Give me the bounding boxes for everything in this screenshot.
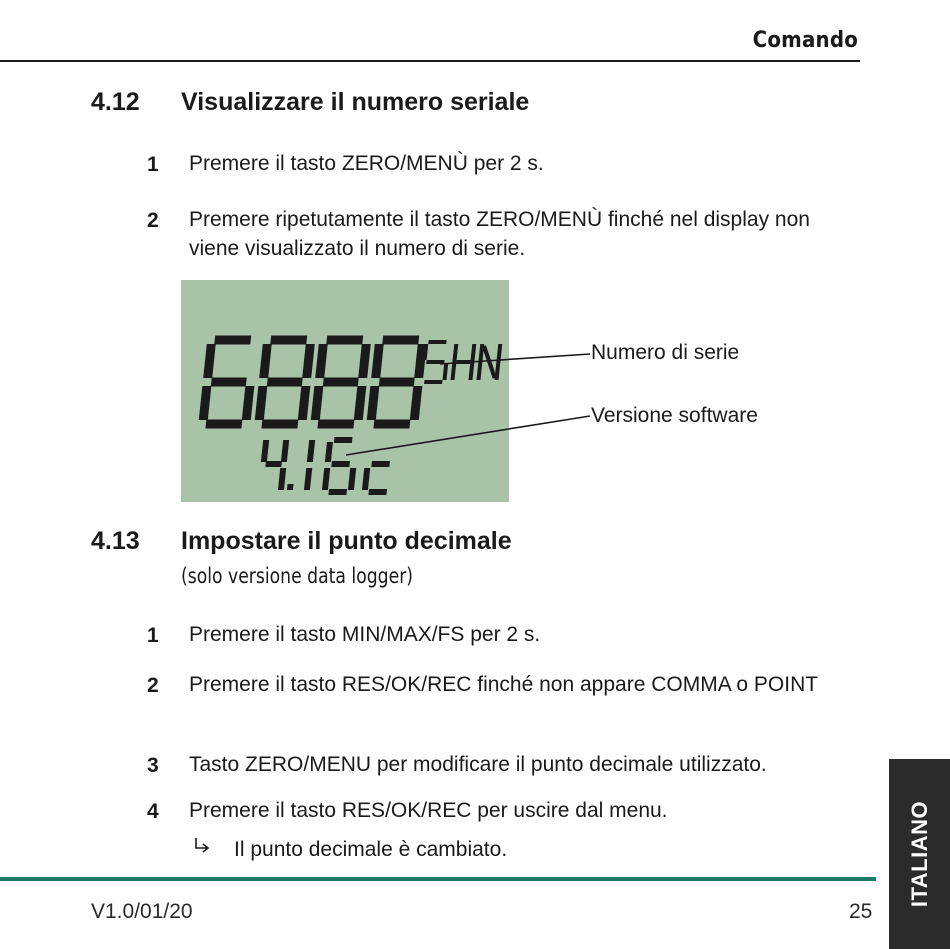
- document-version: V1.0/01/20: [91, 900, 193, 923]
- step-text: Premere ripetutamente il tasto ZERO/MENÙ finché nel display non viene visualizzato il numero di serie.: [189, 208, 810, 260]
- page-header-title: Comando: [752, 28, 858, 53]
- callout-leaders: [300, 340, 600, 470]
- step-text: Tasto ZERO/MENU per modificare il punto decimale utilizzato.: [189, 753, 767, 776]
- serial-leader-line: [440, 354, 590, 364]
- section-number-4-13: 4.13: [91, 527, 140, 555]
- language-tab-label: ITALIANO: [906, 800, 932, 908]
- footer-divider: [0, 877, 876, 881]
- language-tab: [889, 759, 950, 949]
- step-text: Premere il tasto RES/OK/REC per uscire dal menu.: [189, 799, 668, 822]
- step-text: Premere il tasto MIN/MAX/FS per 2 s.: [189, 623, 541, 646]
- header-divider: [0, 60, 860, 62]
- section-subtitle-4-13: (solo versione data logger): [181, 564, 413, 588]
- result-arrow-icon: [192, 836, 212, 858]
- step-text: Premere il tasto ZERO/MENÙ per 2 s.: [189, 152, 544, 175]
- step-text: Premere il tasto RES/OK/REC finché non appare COMMA o POINT: [189, 673, 819, 696]
- step-number: 2: [147, 209, 159, 232]
- step-number: 3: [147, 754, 159, 777]
- section-title-4-13: Impostare il punto decimale: [181, 527, 512, 555]
- step-number: 1: [147, 624, 159, 647]
- callout-software-version: Versione software: [591, 404, 758, 427]
- section-number-4-12: 4.12: [91, 88, 140, 116]
- step-number: 2: [147, 674, 159, 697]
- page-number: 25: [849, 900, 873, 923]
- software-leader-line: [346, 416, 590, 455]
- result-text: Il punto decimale è cambiato.: [234, 838, 508, 861]
- step-number: 4: [147, 800, 159, 823]
- step-number: 1: [147, 153, 159, 176]
- callout-serial-number: Numero di serie: [591, 341, 740, 364]
- section-title-4-12: Visualizzare il numero seriale: [181, 88, 530, 116]
